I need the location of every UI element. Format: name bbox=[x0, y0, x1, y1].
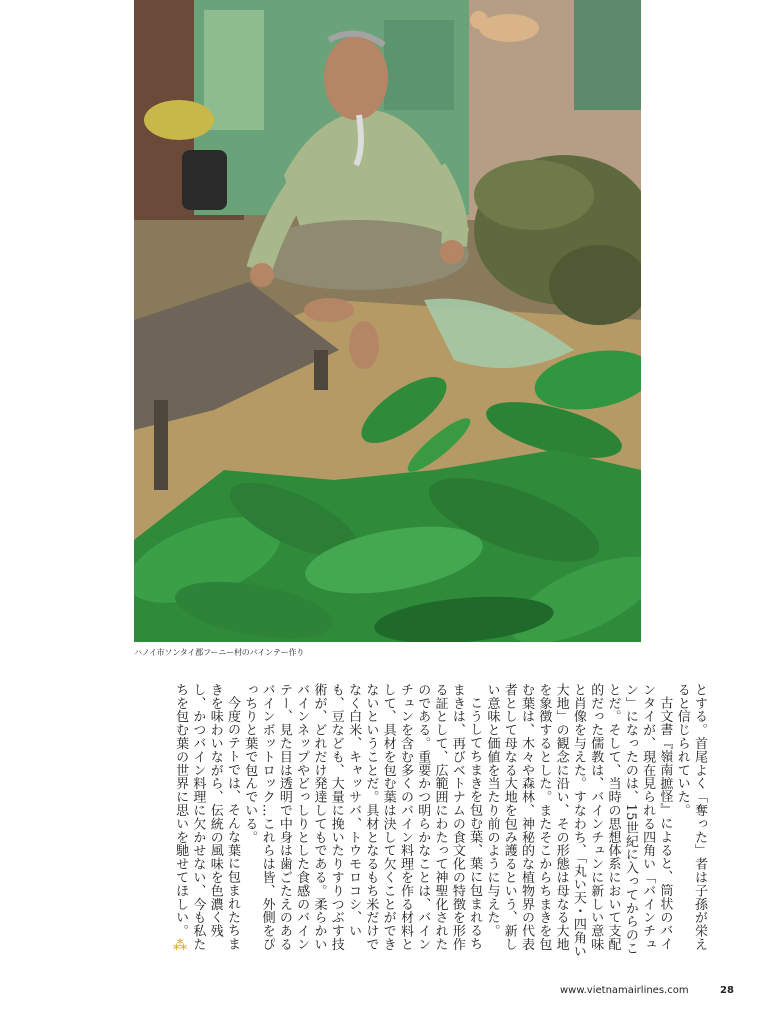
article-body bbox=[62, 683, 708, 958]
end-mark-icon: ⁂ bbox=[172, 937, 189, 955]
footer-url: www.vietnamairlines.com bbox=[560, 985, 689, 996]
article-paragraph-1: とする。首尾よく「奪った」者は子孫が栄えると信じられていた。 bbox=[674, 683, 707, 951]
page-number: 28 bbox=[720, 985, 734, 996]
page-footer bbox=[560, 985, 750, 996]
article-paragraph-4 bbox=[171, 683, 241, 958]
article-paragraph-2: 古文書『嶺南摭怪』によると、筒状のバインタイが、現在見られる四角い「バインチュン」になったのは、15世紀に入ってからのことだ。そして、当時の思想体系において支配的だった儒教は、バインチュンに新しい意味と肖像を与えた。すなわち、「丸い天・四角い大地」の観念に沿い、その形態は母なる大地を象徴するとした。またそこからちまきを包む葉は、木々や森林、神秘的な植物界の代表者として母なる大地を包み護るという、新しい意味と価値を当たり前のように与えた。 bbox=[484, 683, 673, 958]
photo-illustration bbox=[134, 0, 641, 642]
photo-caption: ハノイ市ソンタイ郡フーニー村のバインテー作り bbox=[134, 648, 305, 657]
article-paragraph-4-text: 今度のテトでは、そんな葉に包まれたちまきを味わいながら、伝統の風味を色濃く残し、かつバイン料理に欠かせない、今も私たちを包む葉の世界に思いを馳せてほしい。 bbox=[173, 683, 240, 951]
article-paragraph-3: こうしてちまきを包む葉、葉に包まれるちまきは、再びベトナムの食文化の特徴を形作る証として、広範囲にわたって神聖化されたのである。重要かつ明らかなことは、バインチュンを含む多くのバイン料理を作る材料として、具材を包む葉は決して欠くことができないということだ。具材となるもち米だけでなく白米、キャッサバ、トウモロコシ、いも、豆なども、大量に挽いたりすりつぶす技術が、どれだけ発達してもである。柔らかいバインネップやどっしりとした食感のバインテー、見た目は透明で中身は歯ごたえのあるバインボットロック…これらは皆、外側をぴっちりと葉で包んでいる。 bbox=[242, 683, 483, 951]
main-photo bbox=[134, 0, 641, 642]
